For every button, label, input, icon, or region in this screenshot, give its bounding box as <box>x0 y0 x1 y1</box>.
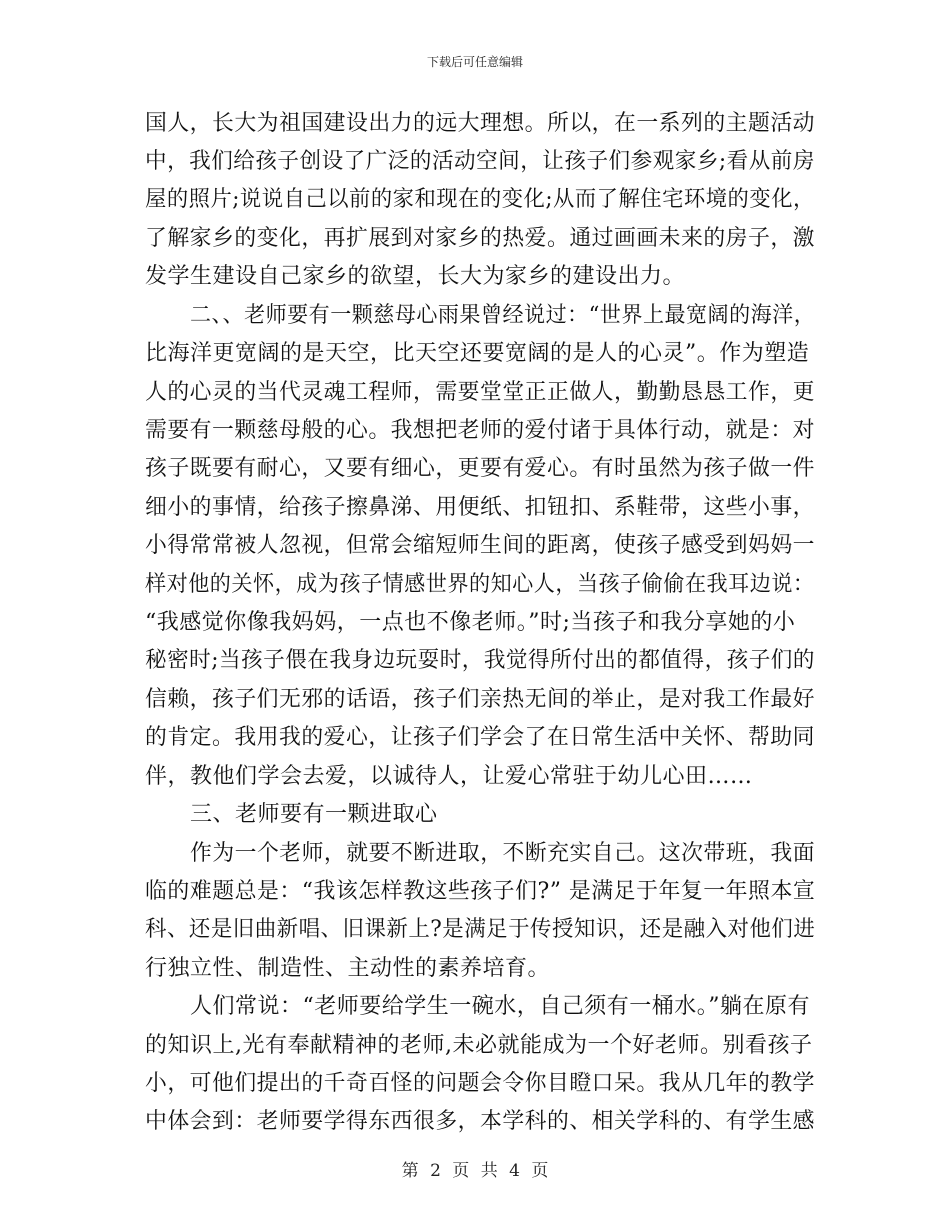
text-line: 中，我们给孩子创设了广泛的活动空间，让孩子们参观家乡;看从前房 <box>145 149 815 174</box>
text-line: 科、还是旧曲新唱、旧课新上?是满足于传授知识，还是融入对他们进 <box>145 917 816 942</box>
text-line: 细小的事情，给孩子擦鼻涕、用便纸、扣钮扣、系鞋带，这些小事， <box>145 495 816 520</box>
text-line: 比海洋更宽阔的是天空，比天空还要宽阔的是人的心灵”。作为塑造 <box>145 341 810 366</box>
text-line: 样对他的关怀，成为孩子情感世界的知心人，当孩子偷偷在我耳边说： <box>145 572 815 597</box>
text-line: 孩子既要有耐心，又要有细心，更要有爱心。有时虽然为孩子做一件 <box>145 456 816 481</box>
text-line: 人们常说：“老师要给学生一碗水，自己须有一桶水。”躺在原有 <box>190 994 810 1019</box>
page-header: 下载后可任意编辑 <box>426 55 523 69</box>
text-line: 小得常常被人忽视，但常会缩短师生间的距离，使孩子感受到妈妈一 <box>145 533 816 558</box>
text-line: 临的难题总是：“我该怎样教这些孩子们?” 是满足于年复一年照本宣 <box>145 879 816 904</box>
text-line: 小，可他们提出的千奇百怪的问题会令你目瞪口呆。我从几年的教学 <box>145 1071 816 1096</box>
text-line: “我感觉你像我妈妈，一点也不像老师。”时;当孩子和我分享她的小 <box>145 610 796 635</box>
text-line: 国人，长大为祖国建设出力的远大理想。所以，在一系列的主题活动 <box>145 111 816 136</box>
text-line: 中体会到：老师要学得东西很多，本学科的、相关学科的、有学生感 <box>145 1109 816 1134</box>
text-line: 行独立性、制造性、主动性的素养培育。 <box>145 956 551 981</box>
text-line: 二、、老师要有一颗慈母心雨果曾经说过：“世界上最宽阔的海洋， <box>190 303 816 328</box>
text-line: 作为一个老师，就要不断进取，不断充实自己。这次带班，我面 <box>190 841 816 866</box>
text-line: 信赖，孩子们无邪的话语，孩子们亲热无间的举止，是对我工作最好 <box>145 687 816 712</box>
page-footer: 第 2 页 共 4 页 <box>401 1161 549 1181</box>
text-line: 屋的照片;说说自己以前的家和现在的变化;从而了解住宅环境的变化， <box>145 187 815 212</box>
text-line: 了解家乡的变化，再扩展到对家乡的热爱。通过画画未来的房子，激 <box>145 226 816 251</box>
text-line: 的知识上,光有奉献精神的老师,未必就能成为一个好老师。别看孩子 <box>145 1033 813 1058</box>
text-line: 的肯定。我用我的爱心，让孩子们学会了在日常生活中关怀、帮助同 <box>145 725 816 750</box>
text-line: 人的心灵的当代灵魂工程师，需要堂堂正正做人，勤勤恳恳工作，更 <box>145 380 816 405</box>
section-heading: 三、老师要有一颗进取心 <box>190 802 438 827</box>
text-line: 发学生建设自己家乡的欲望，长大为家乡的建设出力。 <box>145 264 686 289</box>
text-line: 秘密时;当孩子偎在我身边玩耍时，我觉得所付出的都值得，孩子们的 <box>145 648 815 673</box>
text-line: 需要有一颗慈母般的心。我想把老师的爱付诸于具体行动，就是：对 <box>145 418 816 443</box>
text-line: 伴，教他们学会去爱，以诚待人，让爱心常驻于幼儿心田…… <box>145 764 753 789</box>
